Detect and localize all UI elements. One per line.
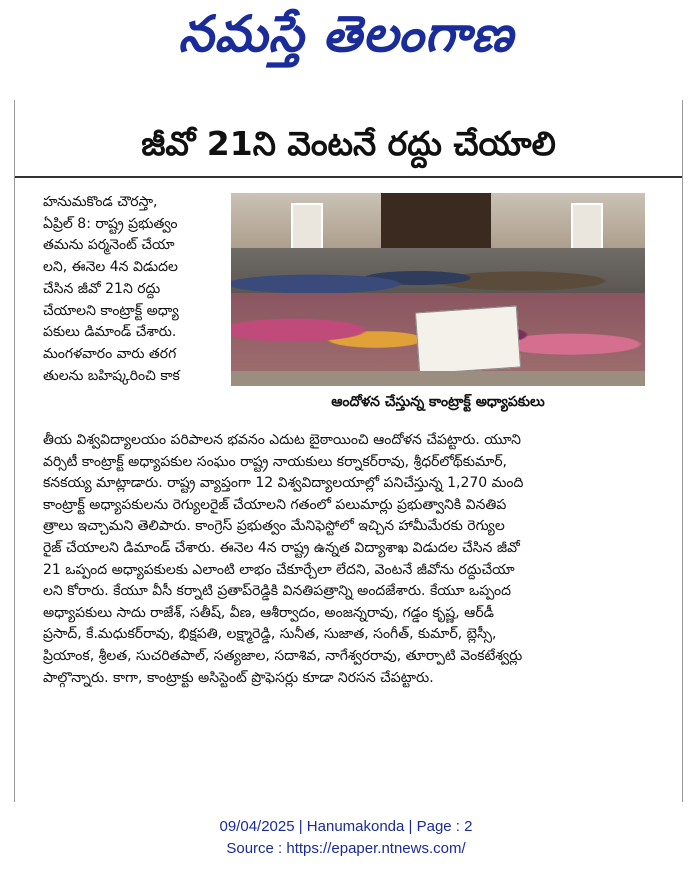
text-line: లని, ఈనెల 4న విడుదల (43, 259, 178, 276)
page-footer (0, 816, 692, 860)
text-line: తమను పర్మనెంట్ చేయా (43, 237, 175, 254)
text-line: చేయాలని కాంట్రాక్ట్ అధ్యా (43, 302, 179, 319)
photo-protest-banner (415, 306, 521, 375)
masthead (0, 0, 692, 80)
text-line: అధ్యాపకులు సాదు రాజేశ్, సతీష్, వీణ, ఆశీర్వాదం, అంజన్నరావు, గడ్డం కృష్ణ, ఆర్‌డీ (43, 604, 494, 621)
headline-rule (15, 176, 682, 178)
protest-photo (231, 193, 645, 386)
text-line: ప్రసాద్, కే.మధుకర్‌రావు, భిక్షపతి, లక్ష్మారెడ్డి, సునీత, సుజాత, సంగీత్, కుమార్, బ్లెస్సీ, (43, 626, 497, 643)
text-line: 21 ఒప్పంద అధ్యాపకులకు ఎలాంటి లాభం చేకూర్చేలా లేదని, వెంటనే జీవోను రద్దుచేయా (43, 561, 515, 578)
photo-floor (231, 371, 645, 386)
text-line: వర్సిటీ కాంట్రాక్ట్ అధ్యాపకుల సంఘం రాష్ట్ర నాయకులు కర్నాకర్‌రావు, శ్రీధర్‌లోథ్‌కుమార్, (43, 453, 507, 470)
text-line: కాంట్రాక్ట్ అధ్యాపకులను రెగ్యులరైజ్ చేయాలని గతంలో పలుమార్లు ప్రభుత్వానికి వినతిప (43, 496, 507, 513)
text-line: లని కోరారు. కేయూ వీసీ కర్నాటి ప్రతాప్‌రెడ్డికి వినతిపత్రాన్ని అందజేశారు. కేయూ ఒప్పంద (43, 583, 511, 600)
text-line: మంగళవారం వారు తరగ (43, 345, 177, 362)
text-line: ప్రియాంక, శ్రీలత, సుచరితపాల్, సత్యజాల, సదాశివ, నాగేశ్వరరావు, తూర్పాటి వెంకటేశ్వర్లు (43, 647, 523, 664)
article-intro-column (43, 192, 233, 387)
text-line: ఏప్రిల్ 8: రాష్ట్ర ప్రభుత్వం (43, 215, 178, 232)
photo-caption: ఆందోళన చేస్తున్న కాంట్రాక్ట్ అధ్యాపకులు (331, 394, 545, 410)
text-line: పకులు డిమాండ్ చేశారు. (43, 324, 177, 341)
footer-source-link[interactable]: Source : https://epaper.ntnews.com/ (226, 840, 466, 857)
footer-date-line: 09/04/2025 | Hanumakonda | Page : 2 (219, 818, 473, 835)
article-headline: జీవో 21ని వెంటనే రద్దు చేయాలి (141, 124, 556, 163)
text-line: రైజ్ చేయాలని డిమాండ్ చేశారు. ఈనెల 4న రాష్ట్ర ఉన్నత విద్యాశాఖ విడుదల చేసిన జీవో (43, 539, 520, 556)
text-line: త్రాలు ఇచ్చామని తెలిపారు. కాంగ్రెస్ ప్రభుత్వం మేనిఫెస్టోలో ఇచ్చిన హామీమేరకు రెగ్యుల (43, 518, 505, 535)
text-line: తీయ విశ్వవిద్యాలయం పరిపాలన భవనం ఎదుట బైఠాయించి ఆందోళన చేపట్టారు. యూని (43, 432, 522, 448)
news-clipping (14, 100, 683, 802)
text-line: పాల్గొన్నారు. కాగా, కాంట్రాక్టు అసిస్టెంట్ ప్రొఫెసర్లు కూడా నిరసన చేపట్టారు. (43, 669, 434, 686)
masthead-logo-text: నమస్తే తెలంగాణ (178, 4, 514, 63)
text-line: హనుమకొండ చౌరస్తా, (43, 194, 158, 210)
article-body (43, 430, 663, 689)
text-line: చేసిన జీవో 21ని రద్దు (43, 280, 161, 297)
text-line: కనకయ్య మాట్లాడారు. రాష్ట్ర వ్యాప్తంగా 12 విశ్వవిద్యాలయాల్లో పనిచేస్తున్న 1,270 మంది (43, 475, 524, 492)
text-line: తులను బహిష్కరించి కాక (43, 367, 180, 384)
